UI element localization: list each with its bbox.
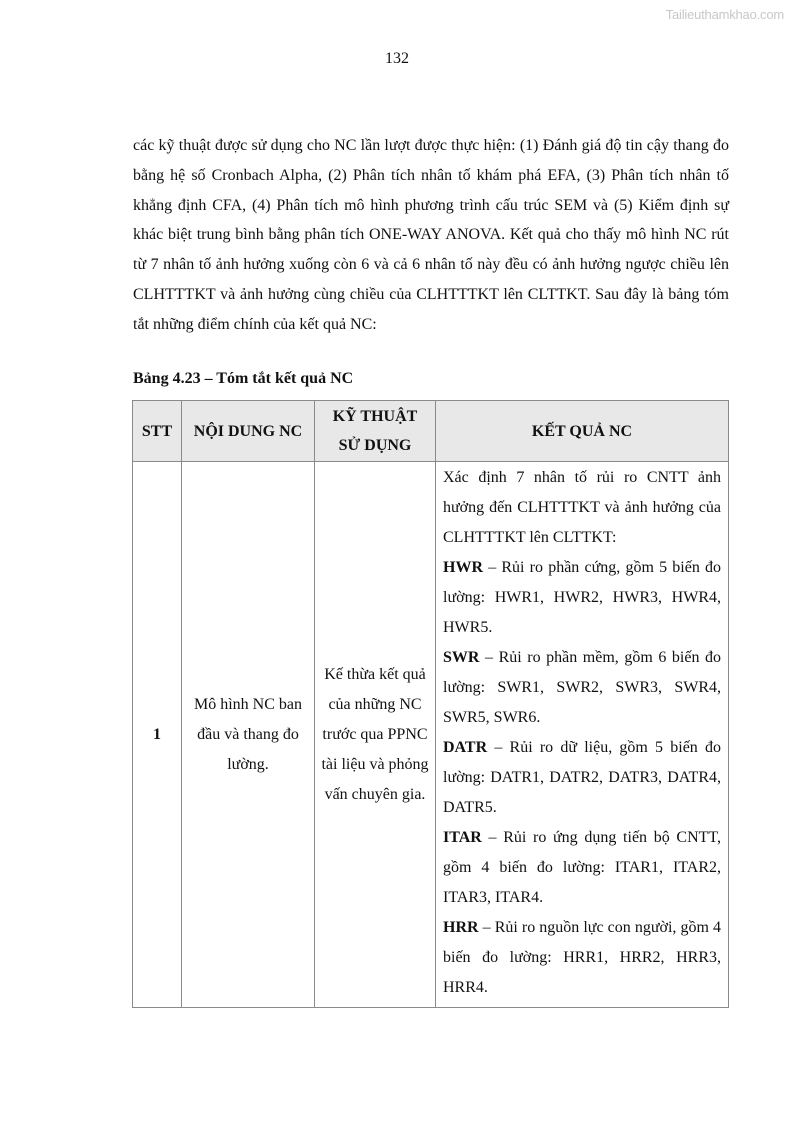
cell-result: [436, 462, 729, 1008]
result-intro: Xác định 7 nhân tố rủi ro CNTT ảnh hưởng đến CLHTTTKT và ảnh hưởng của CLHTTTKT lên CLTTKT:: [443, 469, 721, 546]
page-number: 132: [385, 50, 409, 67]
table-caption: Bảng 4.23 – Tóm tắt kết quả NC: [133, 370, 354, 387]
header-result: KẾT QUẢ NC: [436, 401, 729, 462]
result-code: HWR: [443, 559, 483, 576]
table-row: [133, 462, 729, 1008]
result-code: DATR: [443, 739, 488, 756]
header-method-label: KỸ THUẬT SỬ DỤNG: [332, 408, 418, 454]
table-header-row: [133, 401, 729, 462]
summary-table: [132, 400, 729, 1008]
cell-stt: 1: [133, 462, 182, 1008]
intro-paragraph: [133, 131, 729, 340]
cell-content: Mô hình NC ban đầu và thang đo lường.: [182, 462, 315, 1008]
watermark: Tailieuthamkhao.com: [665, 7, 784, 22]
header-stt: STT: [133, 401, 182, 462]
result-item: [443, 913, 721, 1003]
result-text: – Rủi ro phần cứng, gồm 5 biến đo lường: HWR1, HWR2, HWR3, HWR4, HWR5.: [443, 559, 721, 636]
result-text: – Rủi ro ứng dụng tiến bộ CNTT, gồm 4 biến đo lường: ITAR1, ITAR2, ITAR3, ITAR4.: [443, 829, 721, 906]
header-method: [315, 401, 436, 462]
result-text: – Rủi ro dữ liệu, gồm 5 biến đo lường: DATR1, DATR2, DATR3, DATR4, DATR5.: [443, 739, 721, 816]
intro-paragraph-text: các kỹ thuật được sử dụng cho NC lần lượt được thực hiện: (1) Đánh giá độ tin cậy thang đo bằng hệ số Cronbach Alpha, (2) Phân tích nhân tố khám phá EFA, (3) Phân tích nhân tố khẳng định CFA, (4) Phân tích mô hình phương trình cấu trúc SEM và (5) Kiểm định sự khác biệt trung bình bằng phân tích ONE-WAY ANOVA. Kết quả cho thấy mô hình NC rút từ 7 nhân tố ảnh hưởng xuống còn 6 và cả 6 nhân tố này đều có ảnh hưởng ngược chiều lên CLHTTTKT và ảnh hưởng cùng chiều của CLHTTTKT lên CLTTKT. Sau đây là bảng tóm tắt những điểm chính của kết quả NC:: [133, 137, 729, 333]
result-item: [443, 733, 721, 823]
result-code: ITAR: [443, 829, 482, 846]
result-item: [443, 553, 721, 643]
result-item: [443, 823, 721, 913]
cell-method: Kế thừa kết quả của những NC trước qua PPNC tài liệu và phỏng vấn chuyên gia.: [315, 462, 436, 1008]
result-code: SWR: [443, 649, 480, 666]
result-item: [443, 643, 721, 733]
result-text: – Rủi ro nguồn lực con người, gồm 4 biến đo lường: HRR1, HRR2, HRR3, HRR4.: [443, 919, 721, 996]
result-code: HRR: [443, 919, 479, 936]
header-content: NỘI DUNG NC: [182, 401, 315, 462]
result-text: – Rủi ro phần mềm, gồm 6 biến đo lường: SWR1, SWR2, SWR3, SWR4, SWR5, SWR6.: [443, 649, 721, 726]
